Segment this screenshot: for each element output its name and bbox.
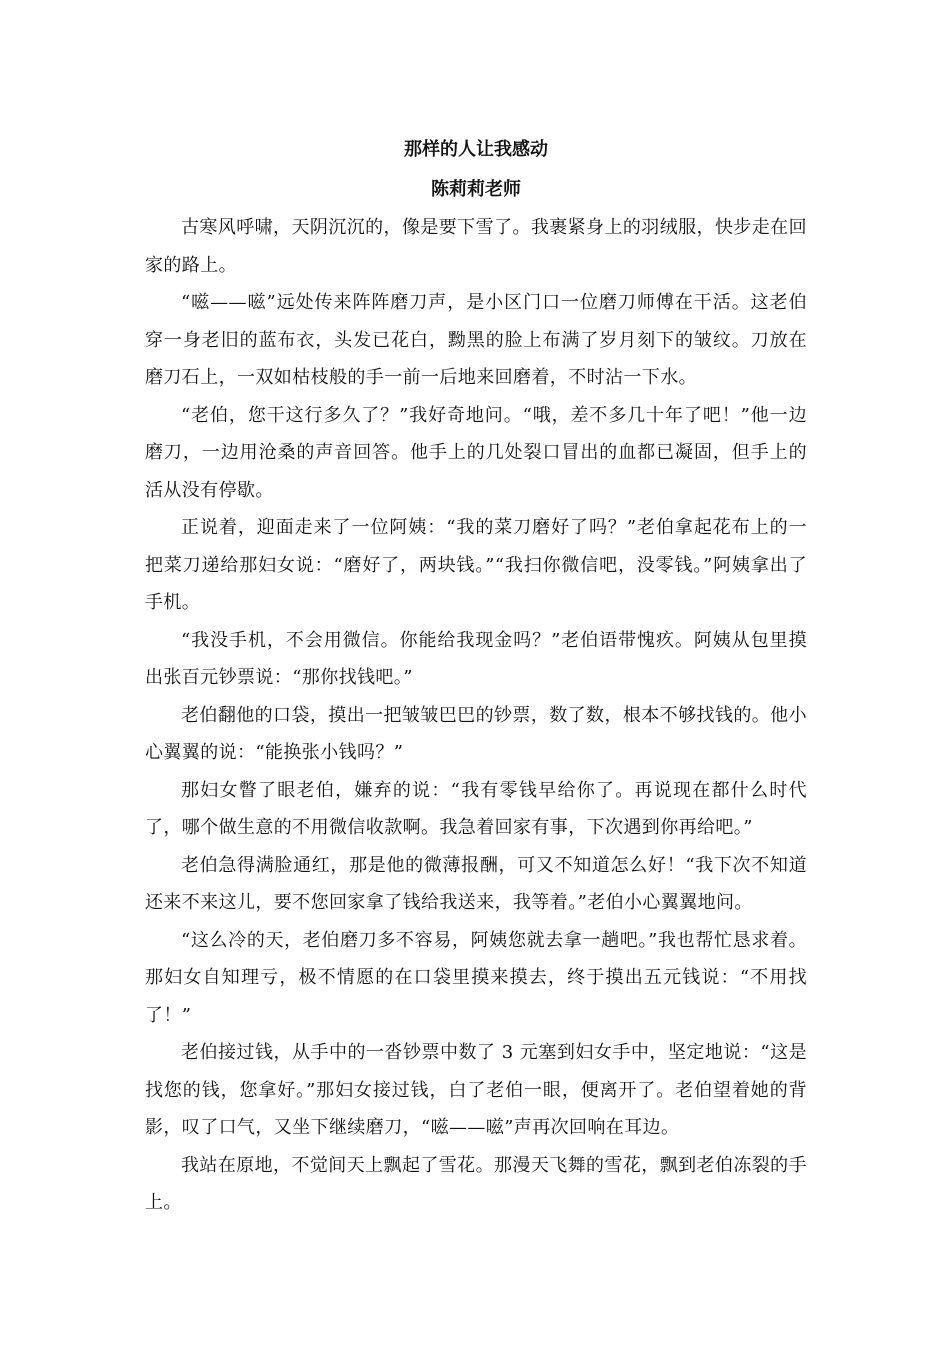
paragraph-8: 老伯急得满脸通红，那是他的微薄报酬，可又不知道怎么好！“我下次不知道还来不来这儿，要不您回家拿了钱给我送来，我等着。”老伯小心翼翼地问。	[145, 854, 807, 913]
document-body	[145, 138, 807, 1222]
paragraph-10: 老伯接过钱，从手中的一沓钞票中数了 3 元塞到妇女手中，坚定地说：“这是找您的钱，您拿好。”那妇女接过钱，白了老伯一眼，便离开了。老伯望着她的背影，叹了口气，又坐下继续磨刀，“嗞——嗞”声再次回响在耳边。	[145, 1042, 807, 1138]
document-title: 那样的人让我感动	[404, 139, 548, 160]
paragraph-11: 我站在原地，不觉间天上飘起了雪花。那漫天飞舞的雪花，飘到老伯冻裂的手上。	[145, 1154, 807, 1213]
paragraph-7: 那妇女瞥了眼老伯，嫌弃的说：“我有零钱早给你了。再说现在都什么时代了，哪个做生意的不用微信收款啊。我急着回家有事，下次遇到你再给吧。”	[145, 779, 807, 838]
paragraph-9: “这么冷的天，老伯磨刀多不容易，阿姨您就去拿一趟吧。”我也帮忙恳求着。那妇女自知理亏，极不情愿的在口袋里摸来摸去，终于摸出五元钱说：“不用找了！”	[145, 929, 807, 1026]
paragraph-3: “老伯，您干这行多久了？”我好奇地问。“哦，差不多几十年了吧！”他一边磨刀，一边用沧桑的声音回答。他手上的几处裂口冒出的血都已凝固，但手上的活从没有停歇。	[145, 404, 807, 501]
paragraph-5: “我没手机，不会用微信。你能给我现金吗？”老伯语带愧疚。阿姨从包里摸出张百元钞票说：“那你找钱吧。”	[145, 629, 807, 688]
paragraph-2: “嗞——嗞”远处传来阵阵磨刀声，是小区门口一位磨刀师傅在干活。这老伯穿一身老旧的蓝布衣，头发已花白，黝黑的脸上布满了岁月刻下的皱纹。刀放在磨刀石上，一双如枯枝般的手一前一后地来回磨着，不时沾一下水。	[145, 292, 807, 388]
paragraph-1: 古寒风呼啸，天阴沉沉的，像是要下雪了。我裹紧身上的羽绒服，快步走在回家的路上。	[145, 217, 807, 276]
paragraph-6: 老伯翻他的口袋，摸出一把皱皱巴巴的钞票，数了数，根本不够找钱的。他小心翼翼的说：“能换张小钱吗？”	[145, 704, 807, 763]
paragraph-4: 正说着，迎面走来了一位阿姨：“我的菜刀磨好了吗？”老伯拿起花布上的一把菜刀递给那妇女说：“磨好了，两块钱。”“我扫你微信吧，没零钱。”阿姨拿出了手机。	[145, 517, 807, 613]
document-author: 陈莉莉老师	[431, 179, 521, 200]
